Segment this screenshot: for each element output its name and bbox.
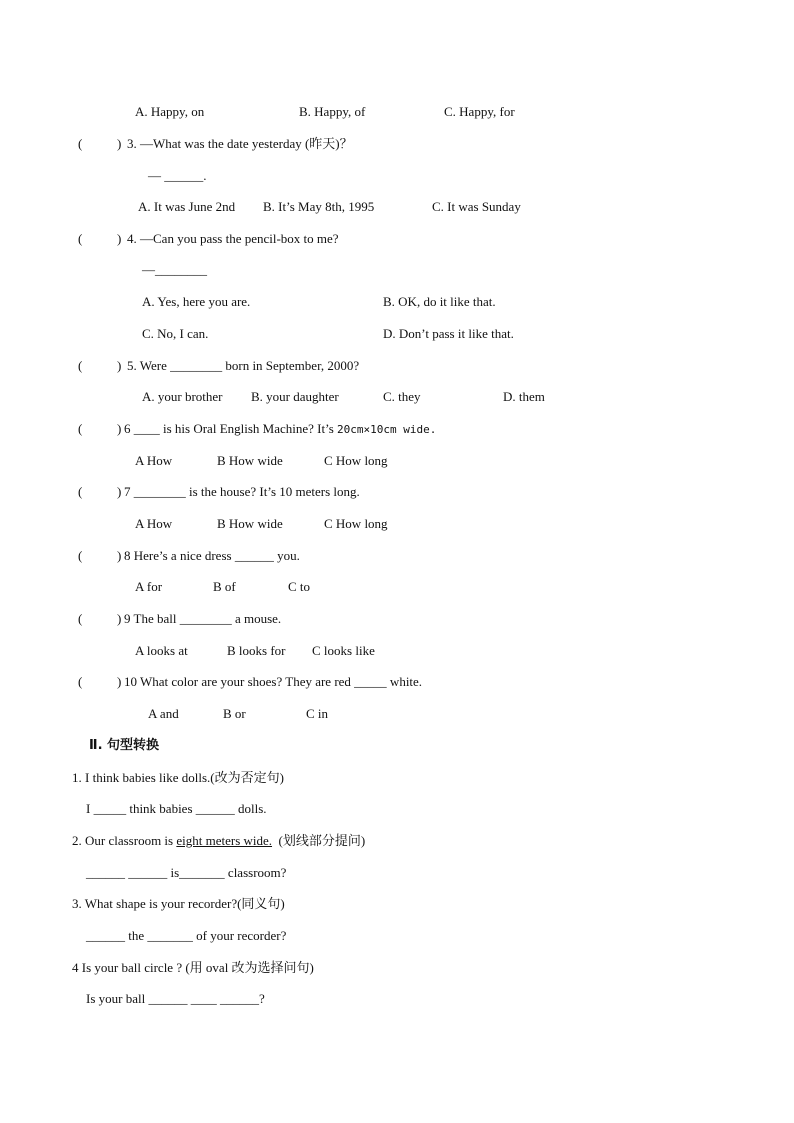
q10-option-a: A and <box>148 706 179 721</box>
q6-option-c: C How long <box>324 453 388 468</box>
s1-answer: I _____ think babies ______ dolls. <box>86 801 267 816</box>
q9-option-b: B looks for <box>227 643 286 658</box>
q4-option-b: B. OK, do it like that. <box>383 294 496 309</box>
q6-stem <box>124 421 436 438</box>
s2-answer: ______ ______ is_______ classroom? <box>86 865 287 880</box>
q4-option-a: A. Yes, here you are. <box>142 294 251 309</box>
q6-stem-text: 6 ____ is his Oral English Machine? It’s <box>124 421 338 436</box>
q4-stem: 4. —Can you pass the pencil-box to me? <box>127 231 339 246</box>
q5-stem: 5. Were ________ born in September, 2000? <box>127 358 360 373</box>
q9-paren-open: ( <box>78 611 83 626</box>
q5-paren-close: ) <box>117 358 122 373</box>
q8-stem: 8 Here’s a nice dress ______ you. <box>124 548 300 563</box>
q4-paren-close: ) <box>117 231 122 246</box>
q3-option-b: B. It’s May 8th, 1995 <box>263 199 375 214</box>
q3-option-c: C. It was Sunday <box>432 199 521 214</box>
q7-option-c: C How long <box>324 516 388 531</box>
s2-question-pre: 2. Our classroom is <box>72 833 177 848</box>
q3-paren-open: ( <box>78 136 83 151</box>
q10-stem: 10 What color are your shoes? They are red _____ white. <box>124 674 423 689</box>
q10-paren-open: ( <box>78 674 83 689</box>
q2-option-b: B. Happy, of <box>299 104 366 119</box>
q8-option-c: C to <box>288 579 311 594</box>
s3-answer: ______ the _______ of your recorder? <box>86 928 287 943</box>
q9-stem: 9 The ball ________ a mouse. <box>124 611 282 626</box>
q6-stem-size: 20cm×10cm wide. <box>337 423 437 436</box>
q6-paren-open: ( <box>78 421 83 436</box>
q4-paren-open: ( <box>78 231 83 246</box>
s2-question-post: (划线部分提问) <box>272 833 366 848</box>
q3-stem: 3. —What was the date yesterday (昨天)？ <box>127 136 353 151</box>
q8-option-b: B of <box>213 579 236 594</box>
q2-option-c: C. Happy, for <box>444 104 515 119</box>
q5-option-d: D. them <box>503 389 545 404</box>
section-2-title: Ⅱ. 句型转换 <box>89 738 160 753</box>
s4-question: 4 Is your ball circle ? (用 oval 改为选择问句) <box>72 960 314 975</box>
s4-answer: Is your ball ______ ____ ______? <box>86 991 265 1006</box>
q8-paren-close: ) <box>117 548 122 563</box>
q7-option-b: B How wide <box>217 516 283 531</box>
q3-answer-line: — ______. <box>148 168 207 183</box>
q3-option-a: A. It was June 2nd <box>138 199 236 214</box>
q4-option-c: C. No, I can. <box>142 326 209 341</box>
q9-option-c: C looks like <box>312 643 375 658</box>
q9-option-a: A looks at <box>135 643 188 658</box>
q10-option-c: C in <box>306 706 329 721</box>
q8-option-a: A for <box>135 579 163 594</box>
q7-stem: 7 ________ is the house? It’s 10 meters long. <box>124 484 360 499</box>
s2-question-underlined: eight meters wide. <box>176 833 273 848</box>
q9-paren-close: ) <box>117 611 122 626</box>
q4-option-d: D. Don’t pass it like that. <box>383 326 514 341</box>
q6-paren-close: ) <box>117 421 122 436</box>
q10-option-b: B or <box>223 706 246 721</box>
s2-question <box>72 833 365 849</box>
q2-option-a: A. Happy, on <box>135 104 205 119</box>
q4-answer-line: —________ <box>142 262 207 277</box>
q3-paren-close: ) <box>117 136 122 151</box>
q5-paren-open: ( <box>78 358 83 373</box>
s1-question: 1. I think babies like dolls.(改为否定句) <box>72 770 284 785</box>
q10-paren-close: ) <box>117 674 122 689</box>
q7-option-a: A How <box>135 516 173 531</box>
q5-option-c: C. they <box>383 389 421 404</box>
q5-option-b: B. your daughter <box>251 389 339 404</box>
q8-paren-open: ( <box>78 548 83 563</box>
q7-paren-open: ( <box>78 484 83 499</box>
q6-option-b: B How wide <box>217 453 283 468</box>
q6-option-a: A How <box>135 453 173 468</box>
q7-paren-close: ) <box>117 484 122 499</box>
s3-question: 3. What shape is your recorder?(同义句) <box>72 896 285 911</box>
q5-option-a: A. your brother <box>142 389 223 404</box>
